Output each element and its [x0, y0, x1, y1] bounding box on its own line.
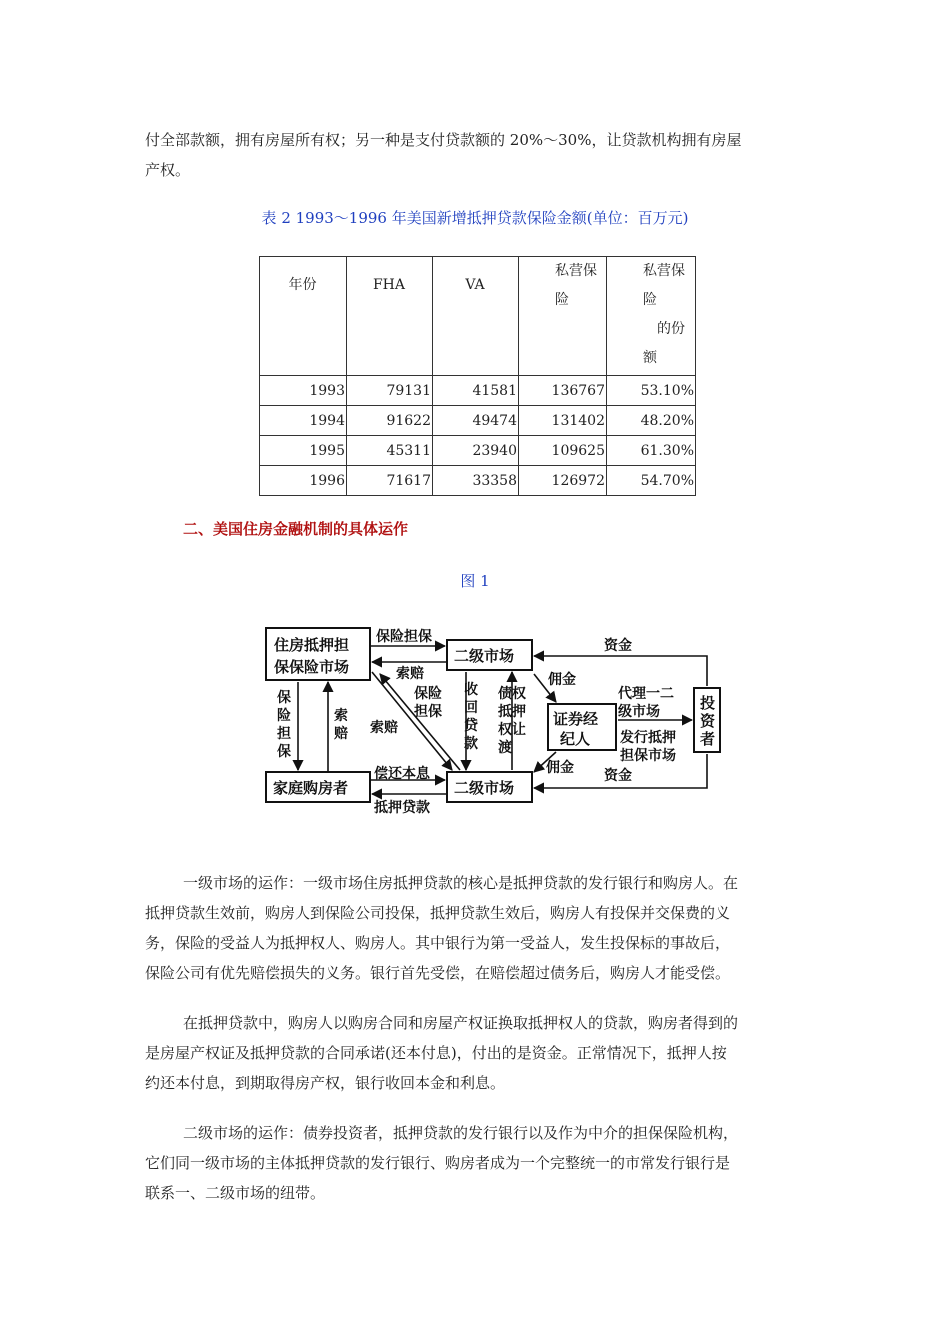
svg-text:收: 收 — [464, 682, 478, 698]
insurance-table — [259, 256, 696, 496]
header-private-insurance: 私营保 险 — [519, 257, 607, 376]
svg-text:佣金: 佣金 — [546, 760, 574, 776]
insurance-market-line2: 保保险市场 — [274, 658, 350, 676]
svg-text:担保: 担保 — [414, 704, 442, 720]
paragraph-secondary-market: 二级市场的运作：债券投资者，抵押贷款的发行银行以及作为中介的担保保险机构， 它们同一级市场的主体抵押贷款的发行银行、购房者成为一个完整统一的市常发行银行是 联系一、二级市场的纽带。 — [145, 1124, 739, 1202]
header-fha: FHA — [347, 257, 433, 376]
intro-paragraph — [145, 125, 805, 185]
svg-text:贷: 贷 — [464, 718, 478, 734]
svg-text:索赔: 索赔 — [370, 720, 398, 736]
svg-text:资金: 资金 — [604, 768, 632, 784]
investor-line3: 者 — [700, 730, 716, 748]
intro-line-2: 产权。 — [145, 161, 191, 179]
table-row: 1995 45311 23940 109625 61.30% — [260, 436, 696, 466]
svg-text:资金: 资金 — [604, 638, 632, 654]
svg-text:代理一二: 代理一二 — [618, 686, 674, 702]
svg-text:索赔: 索赔 — [396, 666, 424, 682]
paragraph-mortgage-loan: 在抵押贷款中，购房人以购房合同和房屋产权证换取抵押权人的贷款，购房者得到的 是房屋产权证及抵押贷款的合同承诺(还本付息)，付出的是资金。正常情况下，抵押人按 约还本付息，到期取得房产权，银行收回本金和利息。 — [145, 1014, 739, 1092]
svg-text:保险: 保险 — [414, 686, 442, 702]
table-row: 1993 79131 41581 136767 53.10% — [260, 376, 696, 406]
svg-text:担: 担 — [277, 726, 291, 742]
svg-text:保: 保 — [277, 690, 291, 706]
svg-text:赔: 赔 — [334, 726, 348, 742]
investor-line2: 资 — [700, 712, 716, 730]
figure-caption: 图 1 — [460, 572, 490, 590]
intro-line-1: 付全部款额，拥有房屋所有权；另一种是支付贷款额的 20%～30%，让贷款机构拥有房屋 — [145, 131, 742, 149]
svg-text:渡: 渡 — [498, 740, 512, 756]
svg-text:回: 回 — [464, 700, 478, 716]
svg-text:担保市场: 担保市场 — [620, 748, 676, 764]
svg-text:保险担保: 保险担保 — [376, 629, 432, 645]
svg-text:抵押: 抵押 — [498, 704, 526, 720]
header-year: 年份 — [260, 257, 347, 376]
paragraph-primary-market: 一级市场的运作：一级市场住房抵押贷款的核心是抵押贷款的发行银行和购房人。在 抵押贷款生效前，购房人到保险公司投保，抵押贷款生效后，购房人有投保并交保费的义 务，保险的受益人为抵押权人、购房人。其中银行为第一受益人，发生投保标的事故后， 保险公司有优先赔偿损失的义务。银行首先受偿，在赔偿超过债务后，购房人才能受偿。 — [145, 874, 739, 982]
housing-finance-diagram — [256, 622, 736, 817]
svg-text:发行抵押: 发行抵押 — [620, 730, 676, 746]
header-va: VA — [433, 257, 519, 376]
insurance-market-line1: 住房抵押担 — [274, 636, 350, 654]
header-private-share: 私营保 险 的份 额 — [607, 257, 696, 376]
table-row: 1996 71617 33358 126972 54.70% — [260, 466, 696, 496]
section-heading: 二、美国住房金融机制的具体运作 — [183, 520, 409, 538]
investor-line1: 投 — [700, 694, 716, 712]
svg-text:险: 险 — [277, 708, 291, 724]
table-caption: 表 2 1993～1996 年美国新增抵押贷款保险金额(单位：百万元) — [261, 209, 689, 227]
svg-text:抵押贷款: 抵押贷款 — [374, 800, 430, 816]
svg-text:级市场: 级市场 — [618, 704, 660, 720]
broker-line1: 证券经 — [553, 710, 599, 728]
table-header-row — [260, 257, 696, 376]
household-label: 家庭购房者 — [273, 779, 349, 797]
svg-text:款: 款 — [464, 736, 478, 752]
secondary-top-label: 二级市场 — [454, 647, 515, 665]
broker-line2: 纪人 — [560, 730, 591, 748]
svg-text:债权: 债权 — [498, 686, 526, 702]
secondary-bottom-label: 二级市场 — [454, 779, 515, 797]
svg-text:索: 索 — [334, 708, 348, 724]
svg-text:偿还本息: 偿还本息 — [374, 766, 430, 782]
svg-text:佣金: 佣金 — [548, 672, 576, 688]
svg-text:权让: 权让 — [498, 722, 526, 738]
table-row: 1994 91622 49474 131402 48.20% — [260, 406, 696, 436]
svg-text:保: 保 — [277, 744, 291, 760]
